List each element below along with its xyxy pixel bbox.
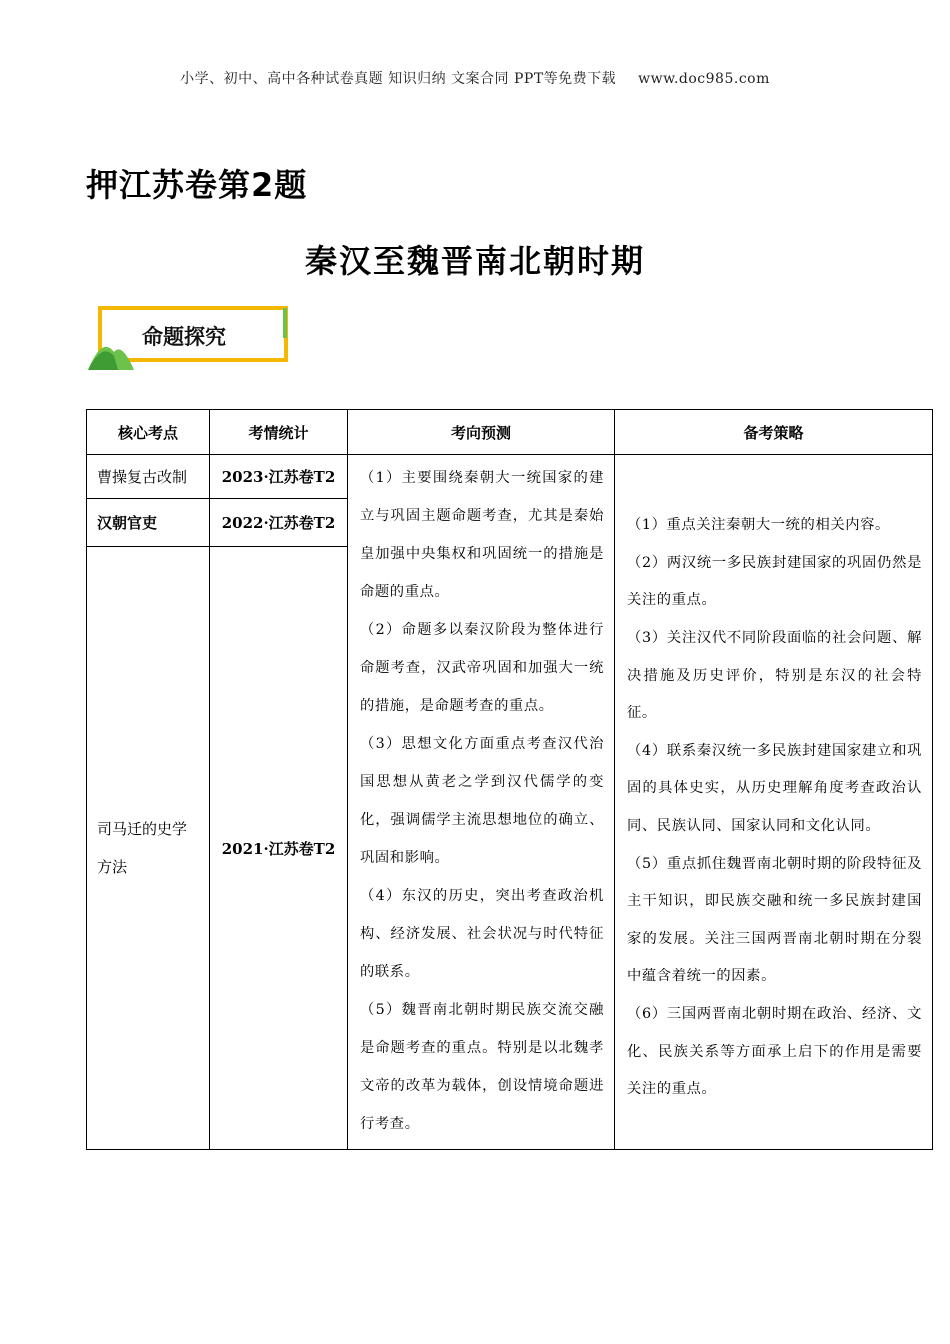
forecast-cell — [348, 455, 615, 1150]
table-row — [87, 455, 933, 499]
header-cell-strategy: 备考策略 — [615, 410, 933, 455]
header-cell-core-topic: 核心考点 — [87, 410, 210, 455]
section-badge — [86, 304, 298, 372]
exam-title: 押江苏卷第2题 — [86, 166, 308, 204]
strategy-item: （6）三国两晋南北朝时期在政治、经济、文化、民族关系等方面承上启下的作用是需要关注的重点。 — [627, 1005, 922, 1098]
badge-accent-bar — [283, 308, 287, 338]
page-title: 秦汉至魏晋南北朝时期 — [304, 242, 645, 280]
strategy-cell — [615, 455, 933, 1150]
strategy-item: （4）联系秦汉统一多民族封建国家建立和巩固的具体史实，从历史理解角度考查政治认同、民族认同、国家认同和文化认同。 — [627, 742, 922, 834]
header-cell-statistics: 考情统计 — [210, 410, 348, 455]
forecast-item: （4）东汉的历史，突出考查政治机构、经济发展、社会状况与时代特征的联系。 — [360, 888, 604, 980]
forecast-item: （1）主要围绕秦朝大一统国家的建立与巩固主题命题考查，尤其是秦始皇加强中央集权和巩固统一的措施是命题的重点。 — [360, 470, 604, 600]
forecast-item: （3）思想文化方面重点考查汉代治国思想从黄老之学到汉代儒学的变化，强调儒学主流思想地位的确立、巩固和影响。 — [360, 736, 604, 866]
stat-cell: 2021·江苏卷T2 — [210, 547, 348, 1150]
page-header — [0, 68, 950, 88]
table-header-row — [87, 410, 933, 455]
topic-cell: 汉朝官吏 — [87, 499, 210, 547]
topic-cell: 司马迁的史学方法 — [87, 547, 210, 1150]
hill-icon — [88, 330, 138, 370]
header-text: 小学、初中、高中各种试卷真题 知识归纳 文案合同 PPT等免费下载 — [180, 71, 617, 87]
topic-cell: 曹操复古改制 — [87, 455, 210, 499]
forecast-item: （5）魏晋南北朝时期民族交流交融是命题考查的重点。特别是以北魏孝文帝的改革为载体，创设情境命题进行考查。 — [360, 1002, 604, 1132]
header-url[interactable]: www.doc985.com — [638, 71, 770, 87]
strategy-item: （3）关注汉代不同阶段面临的社会问题、解决措施及历史评价，特别是东汉的社会特征。 — [627, 630, 922, 722]
header-cell-forecast: 考向预测 — [348, 410, 615, 455]
strategy-item: （5）重点抓住魏晋南北朝时期的阶段特征及主干知识，即民族交融和统一多民族封建国家的发展。关注三国两晋南北朝时期在分裂中蕴含着统一的因素。 — [627, 855, 922, 985]
forecast-item: （2）命题多以秦汉阶段为整体进行命题考查，汉武帝巩固和加强大一统的措施，是命题考查的重点。 — [360, 622, 604, 714]
badge-label: 命题探究 — [142, 325, 226, 349]
stat-cell: 2022·江苏卷T2 — [210, 499, 348, 547]
exam-analysis-table — [86, 409, 933, 1150]
strategy-item: （1）重点关注秦朝大一统的相关内容。 — [627, 517, 890, 534]
stat-cell: 2023·江苏卷T2 — [210, 455, 348, 499]
strategy-item: （2）两汉统一多民族封建国家的巩固仍然是关注的重点。 — [627, 554, 922, 609]
